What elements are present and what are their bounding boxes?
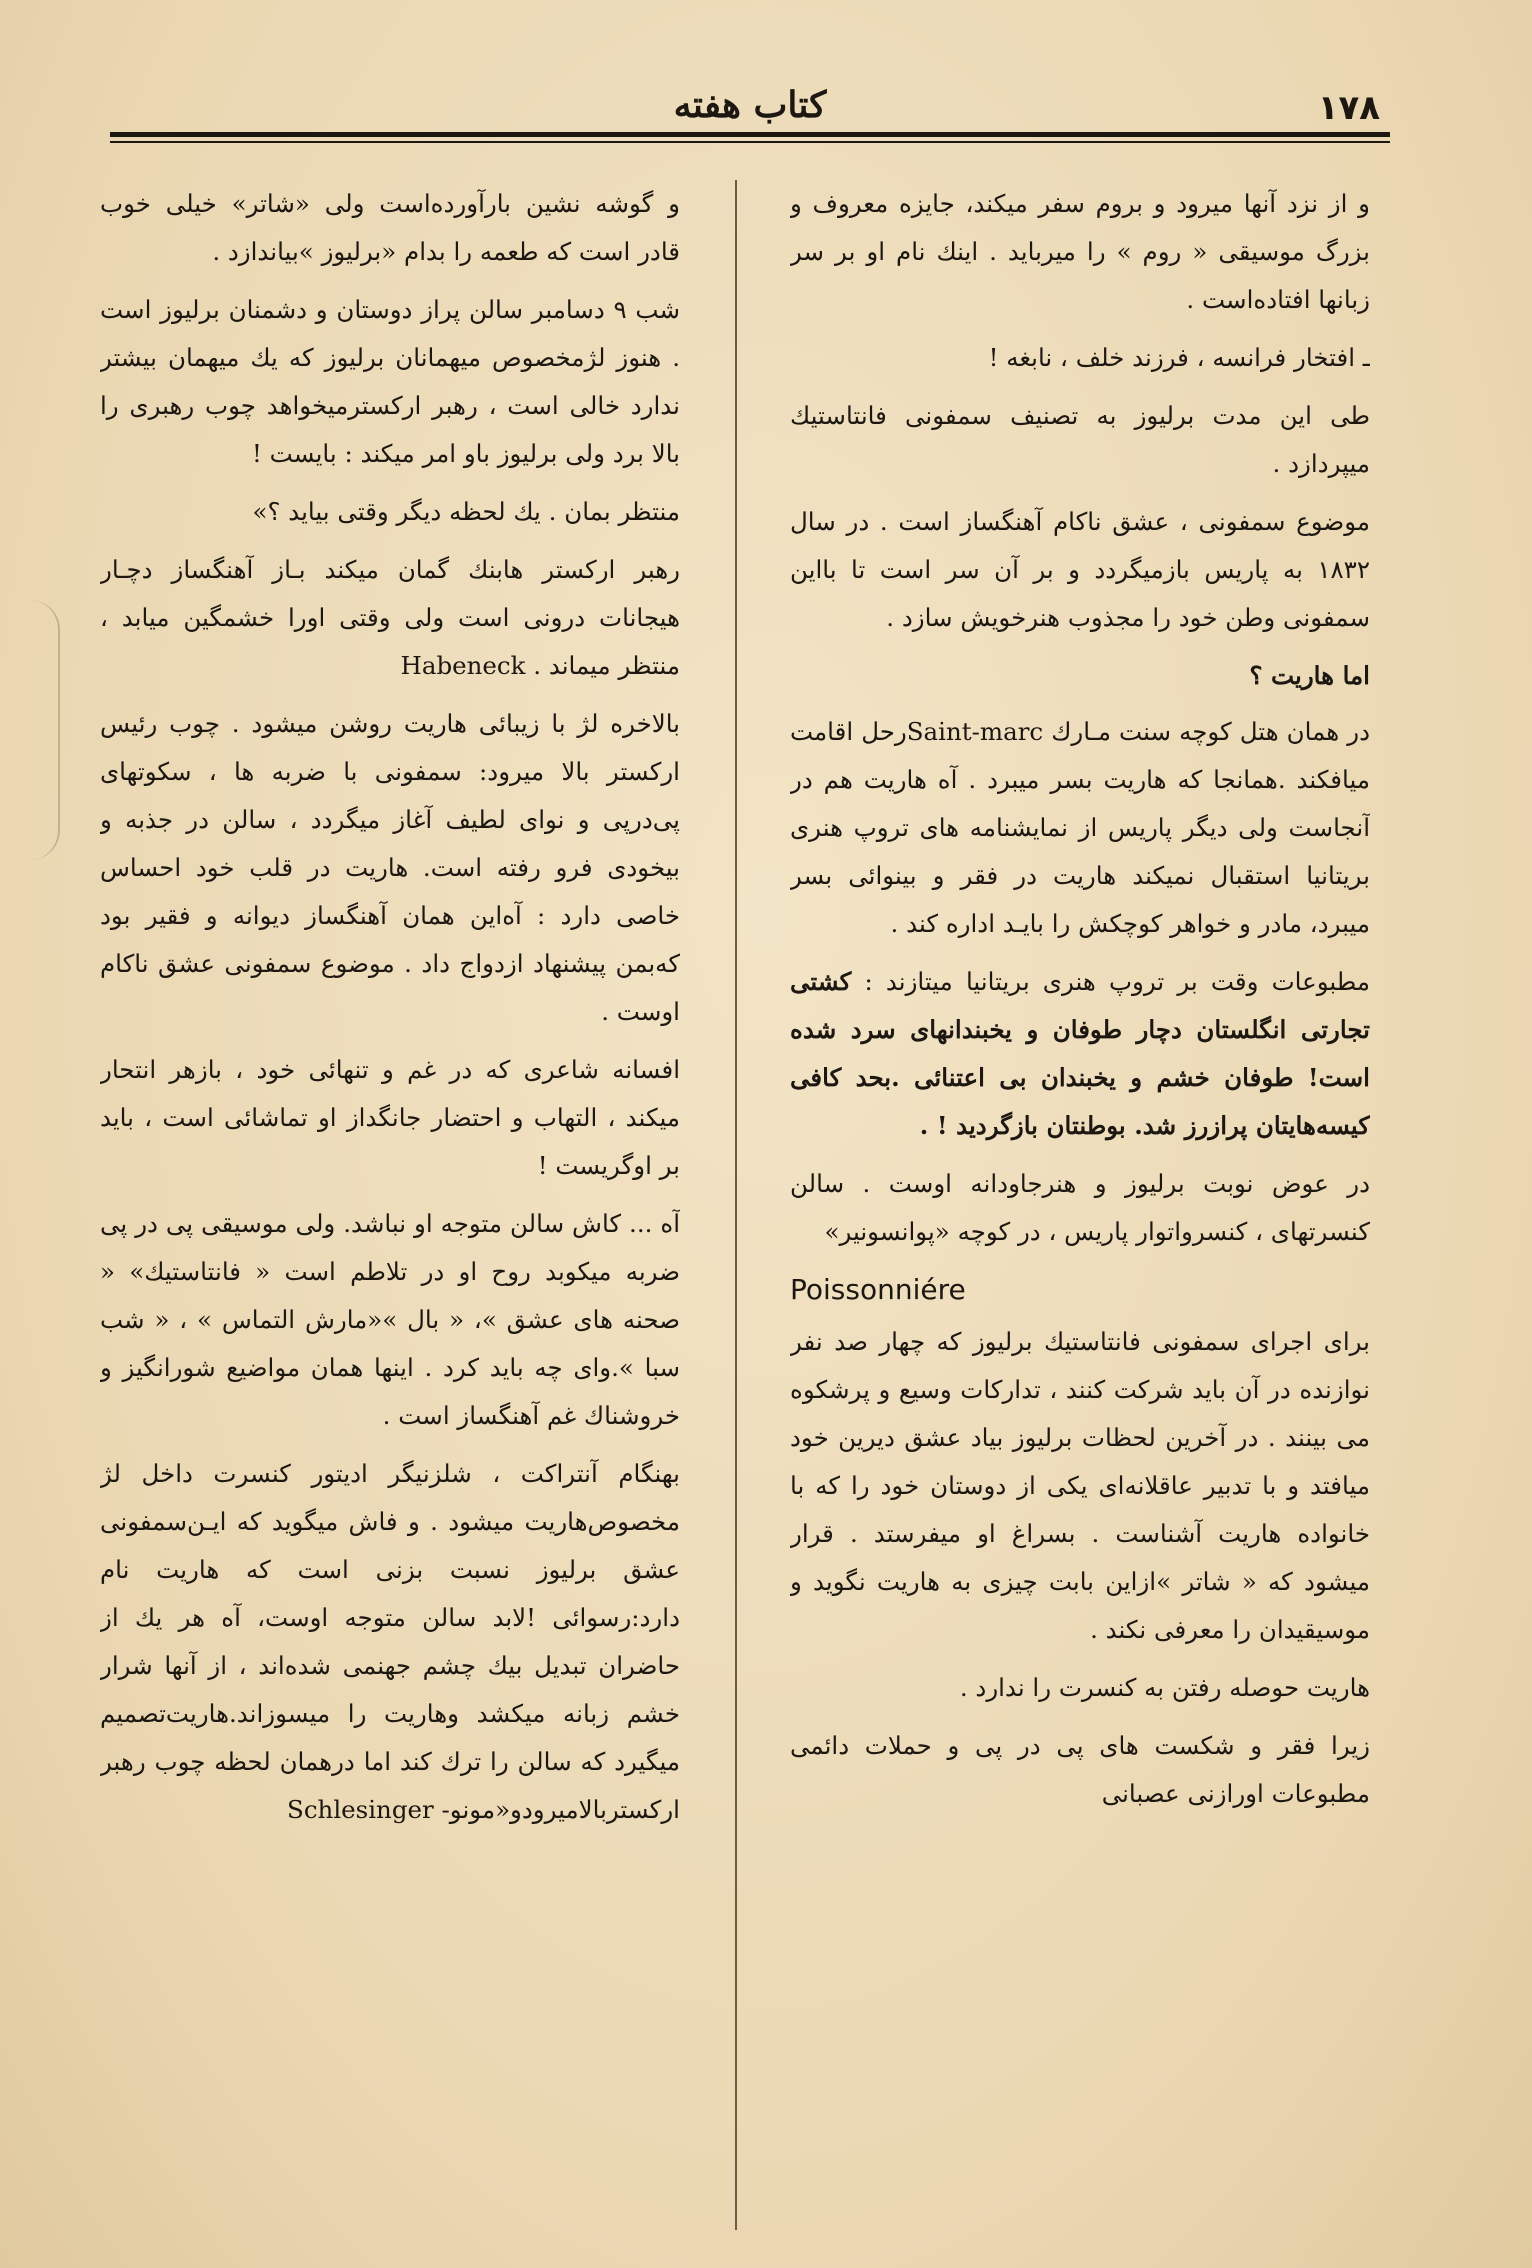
section-heading: اما هاریت ؟: [1249, 661, 1370, 690]
header-rule-thick: [110, 132, 1390, 137]
paragraph: و گوشه نشین بارآورده‌است ولی «شاتر» خیلی خوب قادر است که طعمه را بدام «برلیوز »بیاندازد .: [100, 189, 680, 266]
page-number: ۱۷۸: [1317, 88, 1380, 128]
paragraph-text: رحل اقامت میافکند .همانجا که هاریت بسر میبرد . آه هاریت هم در آنجاست ولی دیگر پاریس از نمایشنامه های تروپ هنری بریتانیا استقبال نمیکند هاریت در فقر و بینوائی بسر میبرد، مادر و خواهر کوچکش را بایـد اداره کند .: [790, 717, 1370, 938]
paragraph-text: مطبوعات وقت بر تروپ هنری بریتانیا میتازند :: [864, 967, 1370, 996]
paragraph: طی این مدت برلیوز به تصنیف سمفونی فانتاستیك میپردازد .: [790, 401, 1370, 478]
paragraph: شب ۹ دسامبر سالن پراز دوستان و دشمنان برلیوز است . هنوز لژمخصوص میهمانان برلیوز که یك میهمان بیشتر ندارد خالی است ، رهبر ارکسترمیخواهد چوب رهبری را بالا برد ولی برلیوز باو امر میکند : بایست !: [100, 295, 680, 468]
paragraph: زیرا فقر و شکست های پی در پی و حملات دائمی مطبوعات اورازنی عصبانی: [790, 1731, 1370, 1808]
bold-quote: کشتی تجارتی انگلستان دچار طوفان و یخبندانهای سرد شده است! طوفان خشم و یخبندان بی اعتنائی .بحد کافی کیسه‌هایتان پرازرز شد. بوطنتان بازگردید ! .: [790, 967, 1370, 1140]
paragraph-text: بهنگام آنتراکت ، شلزنیگر ادیتور کنسرت داخل لژ مخصوص‌هاریت میشود . و فاش میگوید که ایـن‌سمفونی عشق برلیوز نسبت بزنی است که هاریت نام دارد:رسوائی !لابد سالن متوجه اوست، آه هر یك از حاضران تبدیل بیك چشم جهنمی شده‌اند ، از آنها شرار خشم زبانه میکشد وهاریت را میسوزاند.هاریت‌تصمیم میگیرد که سالن را ترك کند اما درهمان لحظه چوب رهبر ارکستربالامیرودو«مونو-: [100, 1459, 680, 1824]
paragraph: [790, 958, 1370, 1150]
page-fold-mark: [28, 600, 60, 860]
paragraph: [100, 546, 680, 690]
paragraph: و از نزد آنها میرود و بروم سفر میکند، جایزه معروف و بزرگ موسیقی « روم » را میرباید . اینك نام او بر سر زبانها افتاده‌است .: [790, 189, 1370, 314]
paragraph: در عوض نوبت برلیوز و هنرجاودانه اوست . سالن کنسرتهای ، کنسرواتوار پاریس ، در کوچه «پوانسونیر»: [790, 1169, 1370, 1246]
paragraph: آه ... کاش سالن متوجه او نباشد. ولی موسیقی پی در پی ضربه میکوبد روح او در تلاطم است « فانتاستیك» « صحنه های عشق »، « بال »«مارش التماس » ، « شب سبا ».وای چه باید کرد . اینها همان مواضیع شورانگیز و خروشناك غم آهنگساز است .: [100, 1209, 680, 1430]
running-title: کتاب هفته: [673, 84, 827, 126]
paragraph: موضوع سمفونی ، عشق ناکام آهنگساز است . در سال ۱۸۳۲ به پاریس بازمیگردد و بر آن سر است تا بااین سمفونی وطن خود را مجذوب هنرخویش سازد .: [790, 507, 1370, 632]
paragraph: منتظر بمان . یك لحظه دیگر وقتی بیاید ؟»: [252, 497, 680, 526]
paragraph: برای اجرای سمفونی فانتاستیك برلیوز که چهار صد نفر نوازنده در آن باید شرکت کنند ، تدارکات وسیع و پرشکوه می بینند . در آخرین لحظات برلیوز بیاد عشق دیرین خود میافتد و با تدبیر عاقلانه‌ای یکی از دوستان خود را که با خانواده هاریت آشناست . بسراغ او میفرستد . قرار میشود که « شاتر »ازاین بابت چیزی به هاریت نگوید و موسیقیدان را معرفی نکند .: [790, 1327, 1370, 1644]
latin-term: Poissonniére: [790, 1273, 966, 1306]
header-rule-thin: [110, 141, 1390, 143]
paragraph: افسانه شاعری که در غم و تنهائی خود ، بازهر انتحار میکند ، التهاب و احتضار جانگداز او تماشائی است ، باید بر اوگریست !: [100, 1055, 680, 1180]
latin-term: Saint-marc: [906, 717, 1044, 746]
paragraph: هاریت حوصله رفتن به کنسرت را ندارد .: [959, 1673, 1370, 1702]
page-header: [110, 70, 1390, 150]
paragraph-text: در همان هتل کوچه سنت مـارك: [1051, 717, 1370, 746]
column-right: [790, 180, 1370, 2240]
paragraph-text: رهبر ارکستر هابنك گمان میکند بـاز آهنگساز دچـار هیجانات درونی است ولی وقتی اورا خشمگین میابد ، منتظر میماند .: [100, 555, 680, 680]
latin-term: Schlesinger: [287, 1795, 434, 1824]
paragraph: [100, 1450, 680, 1834]
column-divider: [735, 180, 737, 2230]
latin-term: Habeneck: [400, 651, 526, 680]
paragraph: بالاخره لژ با زیبائی هاریت روشن میشود . چوب رئیس ارکستر بالا میرود: سمفونی با ضربه ها ، سکوتهای پی‌درپی و نوای لطیف آغاز میگردد ، سالن در جذبه و بیخودی فرو رفته است. هاریت در قلب خود احساس خاصی دارد : آه‌این همان آهنگساز دیوانه و فقیر بود که‌بمن پیشنهاد ازدواج داد . موضوع سمفونی عشق ناکام اوست .: [100, 709, 680, 1026]
paragraph: ـ افتخار فرانسه ، فرزند خلف ، نابغه !: [988, 343, 1370, 372]
column-left: [100, 180, 680, 2240]
paragraph: [790, 708, 1370, 948]
